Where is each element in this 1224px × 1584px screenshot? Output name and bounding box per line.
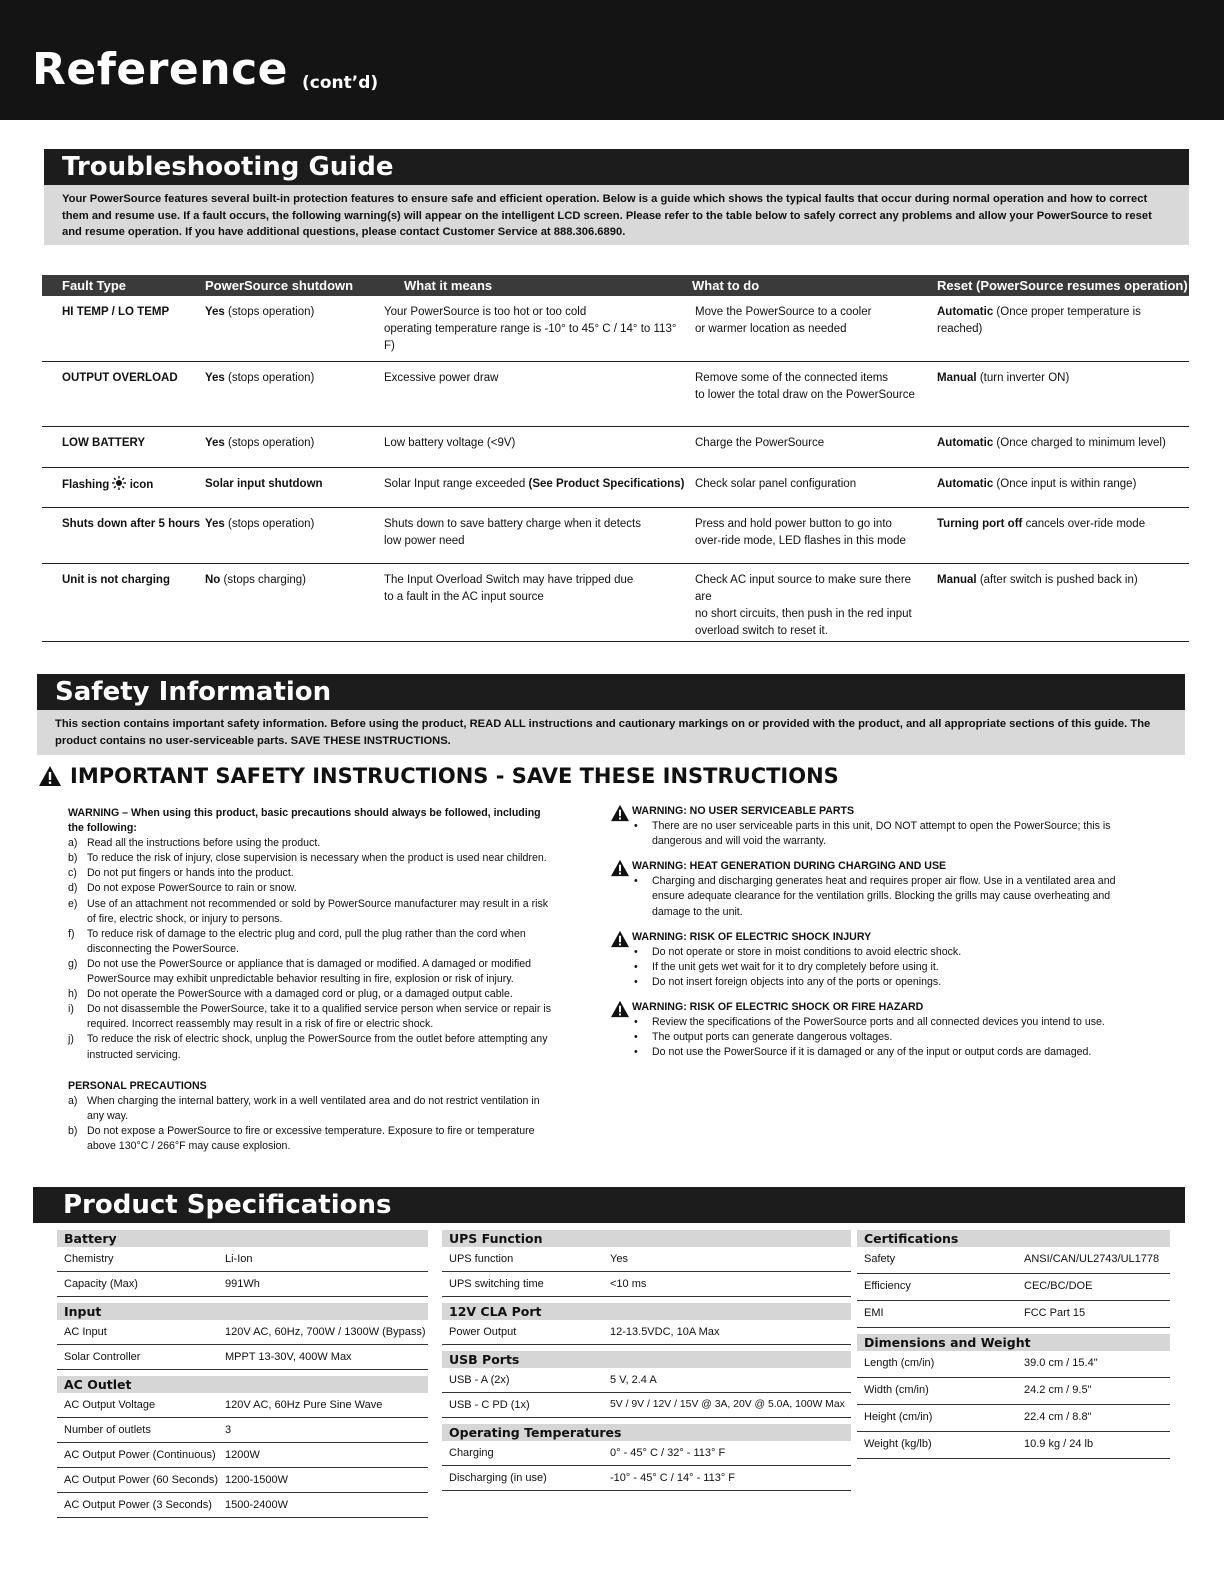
reset-cell: Manual (after switch is pushed back in) (937, 574, 1138, 586)
column-header: PowerSource shutdown (205, 278, 354, 293)
fault-type: LOW BATTERY (62, 437, 146, 449)
shutdown-cell: Yes (stops operation) (205, 306, 315, 318)
todo-cell: Charge the PowerSource (695, 437, 825, 449)
warning-block (610, 1000, 1130, 1060)
bullet-item: • Do not operate or store in moist conditions to avoid electric shock. (632, 945, 1130, 960)
list-item: a) Read all the instructions before using the product. (68, 837, 321, 850)
fault-type: Unit is not charging (62, 574, 170, 586)
spec-row: Power Output 12-13.5VDC, 10A Max (442, 1320, 851, 1345)
bullet-item: • Review the specifications of the PowerSource ports and all connected devices you intend to use. (632, 1015, 1130, 1030)
page-subtitle: (cont’d) (302, 73, 379, 93)
spec-category: Dimensions and Weight (857, 1334, 1170, 1351)
spec-row: Chemistry Li-Ion (57, 1247, 428, 1272)
warning-lead: WARNING – When using this product, basic precautions should always be followed, including the following: (68, 807, 541, 835)
warning-title: WARNING: RISK OF ELECTRIC SHOCK INJURY (632, 930, 872, 943)
column-header: What it means (404, 278, 493, 293)
shutdown-cell: Yes (stops operation) (205, 372, 315, 384)
spec-row: Charging 0° - 45° C / 32° - 113° F (442, 1441, 851, 1466)
todo-cell: Move the PowerSource to a cooler or warmer location as needed (695, 306, 872, 335)
means-cell: Solar Input range exceeded (See Product Specifications) (384, 478, 685, 490)
shutdown-cell: No (stops charging) (205, 574, 306, 586)
page-header (0, 0, 1224, 120)
troubleshooting-heading: Troubleshooting Guide (44, 149, 1189, 185)
specs-heading: Product Specifications (33, 1187, 1185, 1223)
warning-icon (610, 859, 630, 877)
spec-row: AC Output Power (Continuous) 1200W (57, 1443, 428, 1468)
table-row (42, 508, 1189, 564)
warning-block (610, 930, 1130, 990)
warning-title: WARNING: NO USER SERVICEABLE PARTS (632, 805, 855, 817)
fault-type: Flashing icon (62, 476, 202, 494)
column-header: What to do (692, 278, 760, 293)
reset-cell: Automatic (Once proper temperature is reached) (937, 306, 1141, 335)
spec-category: USB Ports (442, 1351, 851, 1368)
list-item: f) To reduce risk of damage to the electric plug and cord, pull the plug rather than the cord when disconnecting the PowerSource. (68, 927, 526, 955)
means-cell: The Input Overload Switch may have tripped due to a fault in the AC input source (384, 574, 634, 603)
bullet-item: • The output ports can generate dangerous voltages. (632, 1030, 1130, 1045)
table-header (42, 275, 1189, 296)
spec-row: Number of outlets 3 (57, 1418, 428, 1443)
important-instructions-text: IMPORTANT SAFETY INSTRUCTIONS - SAVE THESE INSTRUCTIONS (70, 764, 839, 788)
warning-block (610, 804, 1130, 849)
means-cell: Low battery voltage (<9V) (384, 437, 516, 449)
fault-type: Shuts down after 5 hours (62, 518, 201, 530)
bullet-item: • There are no user serviceable parts in this unit, DO NOT attempt to open the PowerSource; this is dangerous and will void the warranty. (632, 819, 1130, 849)
spec-row: Solar Controller MPPT 13-30V, 400W Max (57, 1345, 428, 1370)
spec-row: Height (cm/in) 22.4 cm / 8.8" (857, 1405, 1170, 1432)
spec-row: Safety ANSI/CAN/UL2743/UL1778 (857, 1247, 1170, 1274)
reset-cell: Automatic (Once charged to minimum level) (937, 437, 1166, 449)
bullet-item: • Do not insert foreign objects into any of the ports or openings. (632, 975, 1130, 990)
spec-category: Battery (57, 1230, 428, 1247)
bullet-item: • Charging and discharging generates heat and requires proper air flow. Use in a ventilated area and ensure adequate clearance for the ventilation grills. Blocking the grills may cause overheating and damage to the unit. (632, 874, 1130, 919)
important-instructions (38, 764, 839, 788)
page-title: Reference (32, 44, 288, 95)
spec-row: EMI FCC Part 15 (857, 1301, 1170, 1328)
column-header: Reset (PowerSource resumes operation) (937, 278, 1188, 293)
warning-title: WARNING: HEAT GENERATION DURING CHARGING AND USE (632, 860, 947, 873)
bullet-item: • Do not use the PowerSource if it is damaged or any of the input or output cords are damaged. (632, 1045, 1130, 1060)
table-row (42, 296, 1189, 362)
spec-row: UPS function Yes (442, 1247, 851, 1272)
spec-category: UPS Function (442, 1230, 851, 1247)
shutdown-cell: Yes (stops operation) (205, 518, 315, 530)
spec-category: Input (57, 1303, 428, 1320)
spec-row: AC Output Voltage 120V AC, 60Hz Pure Sine Wave (57, 1393, 428, 1418)
spec-row: Discharging (in use) -10° - 45° C / 14° - 113° F (442, 1466, 851, 1491)
list-item: h) Do not operate the PowerSource with a damaged cord or plug, or a damaged output cable. (68, 988, 513, 1001)
table-row (42, 362, 1189, 427)
spec-category: Operating Temperatures (442, 1424, 851, 1441)
list-item: j) To reduce the risk of electric shock, unplug the PowerSource from the outlet before attempting any instructed servicing. (68, 1033, 548, 1061)
reset-cell: Manual (turn inverter ON) (937, 372, 1070, 384)
list-item: g) Do not use the PowerSource or appliance that is damaged or modified. A damaged or modified PowerSource may exhibit unpredictable behavior resulting in fire, explosion or risk of injury. (68, 957, 532, 986)
spec-row: USB - A (2x) 5 V, 2.4 A (442, 1368, 851, 1393)
spec-row: AC Output Power (3 Seconds) 1500-2400W (57, 1493, 428, 1518)
warning-icon (610, 1000, 630, 1018)
list-item: b) Do not expose a PowerSource to fire or excessive temperature. Exposure to fire or temperature above 130°C / 266°F may cause explosion. (68, 1124, 535, 1152)
specs-column-3 (857, 1224, 1170, 1459)
warning-title: WARNING: RISK OF ELECTRIC SHOCK OR FIRE HAZARD (632, 1001, 924, 1014)
personal-precautions-title: PERSONAL PRECAUTIONS (68, 1079, 207, 1092)
spec-category: AC Outlet (57, 1376, 428, 1393)
means-cell: Excessive power draw (384, 372, 499, 384)
specs-column-1 (57, 1224, 428, 1518)
spec-row: Capacity (Max) 991Wh (57, 1272, 428, 1297)
sun-icon (112, 476, 126, 490)
spec-row: Efficiency CEC/BC/DOE (857, 1274, 1170, 1301)
spec-row: UPS switching time <10 ms (442, 1272, 851, 1297)
list-item: b) To reduce the risk of injury, close supervision is necessary when the product is used near children. (68, 852, 547, 865)
list-item: d) Do not expose PowerSource to rain or snow. (68, 882, 297, 895)
spec-row: USB - C PD (1x) 5V / 9V / 12V / 15V @ 3A, 20V @ 5.0A, 100W Max (442, 1393, 851, 1418)
shutdown-cell: Solar input shutdown (205, 478, 323, 490)
safety-heading: Safety Information (37, 674, 1185, 710)
column-header: Fault Type (62, 278, 127, 293)
troubleshooting-table (42, 275, 1189, 642)
spec-row: Length (cm/in) 39.0 cm / 15.4" (857, 1351, 1170, 1378)
spec-row: AC Input 120V AC, 60Hz, 700W / 1300W (Bypass) (57, 1320, 428, 1345)
table-row (42, 427, 1189, 468)
list-item: a) When charging the internal battery, work in a well ventilated area and do not restrict ventilation in any way. (68, 1094, 540, 1122)
warning-icon (610, 930, 630, 948)
todo-cell: Check AC input source to make sure there are no short circuits, then push in the red input overload switch to reset it. (695, 574, 912, 637)
shutdown-cell: Yes (stops operation) (205, 437, 315, 449)
warning-icon (38, 765, 62, 787)
list-item: e) Use of an attachment not recommended or sold by PowerSource manufacturer may result in a risk of fire, electric shock, or injury to persons. (68, 897, 549, 925)
todo-cell: Press and hold power button to go into over-ride mode, LED flashes in this mode (695, 518, 906, 547)
troubleshooting-intro: Your PowerSource features several built-in protection features to ensure safe and efficient operation. Below is a guide which shows the typical faults that occur during normal operation and how to correct them and resume use. If a fault occurs, the following warning(s) will appear on the intelligent LCD screen. Please refer to the table below to safely correct any problems and allow your PowerSource to reset and resume operation. If you have additional questions, please contact Customer Service at 888.306.6890. (44, 185, 1189, 245)
safety-intro: This section contains important safety information. Before using the product, READ ALL instructions and cautionary markings on or provided with the product, and all appropriate sections of this guide. The product contains no user-serviceable parts. SAVE THESE INSTRUCTIONS. (37, 710, 1185, 755)
spec-category: 12V CLA Port (442, 1303, 851, 1320)
table-row (42, 564, 1189, 642)
spec-row: Weight (kg/lb) 10.9 kg / 24 lb (857, 1432, 1170, 1459)
list-item: c) Do not put fingers or hands into the product. (68, 867, 294, 880)
warning-icon (610, 804, 630, 822)
reset-cell: Turning port off cancels over-ride mode (937, 518, 1146, 530)
fault-type: HI TEMP / LO TEMP (62, 306, 170, 318)
safety-warning-list (68, 806, 558, 1154)
spec-row: AC Output Power (60 Seconds) 1200-1500W (57, 1468, 428, 1493)
spec-category: Certifications (857, 1230, 1170, 1247)
means-cell: Shuts down to save battery charge when it detects low power need (384, 518, 641, 547)
reset-cell: Automatic (Once input is within range) (937, 478, 1137, 490)
specs-column-2 (442, 1224, 851, 1491)
warning-block (610, 859, 1130, 919)
bullet-item: • If the unit gets wet wait for it to dry completely before using it. (632, 960, 1130, 975)
safety-warnings (610, 804, 1130, 1070)
fault-type: OUTPUT OVERLOAD (62, 372, 178, 384)
means-cell: Your PowerSource is too hot or too cold operating temperature range is -10° to 45° C / 14° to 113° F) (384, 306, 677, 352)
table-row (42, 468, 1189, 508)
todo-cell: Remove some of the connected items to lower the total draw on the PowerSource (695, 372, 915, 401)
todo-cell: Check solar panel configuration (695, 478, 857, 490)
list-item: i) Do not disassemble the PowerSource, take it to a qualified service person when service or repair is required. Incorrect reassembly may result in a risk of fire or electric shock. (68, 1003, 551, 1031)
spec-row: Width (cm/in) 24.2 cm / 9.5" (857, 1378, 1170, 1405)
